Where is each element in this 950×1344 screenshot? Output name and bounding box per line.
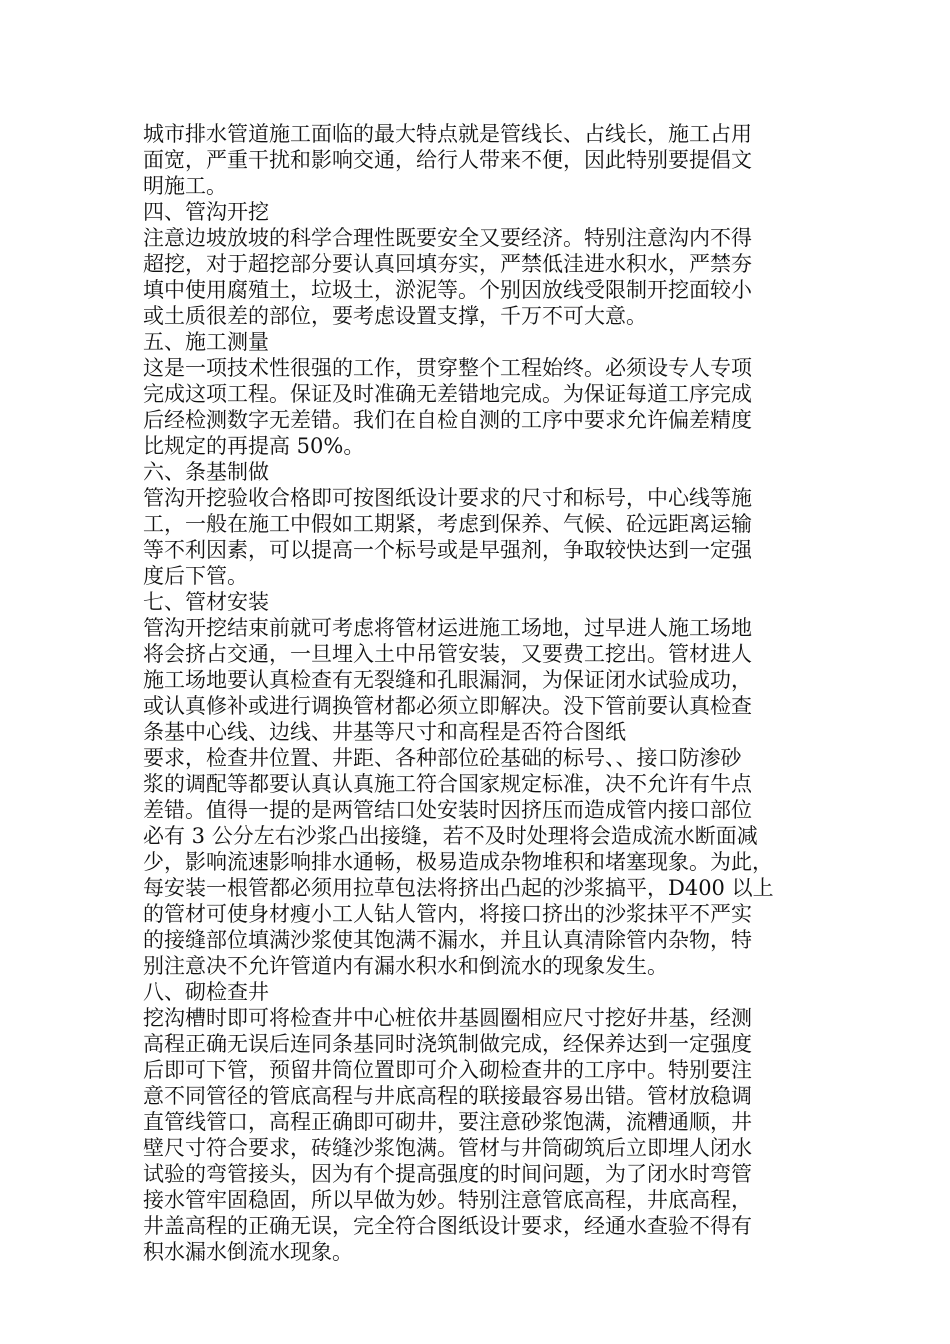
text-line: 超挖，对于超挖部分要认真回填夯实，严禁低洼进水积水，严禁夯 bbox=[143, 252, 752, 276]
text-line: 工，一般在施工中假如工期紧，考虑到保养、气候、砼远距离运输 bbox=[143, 512, 752, 536]
document-body bbox=[143, 121, 833, 1265]
text-line: 城市排水管道施工面临的最大特点就是管线长、占线长，施工占用 bbox=[143, 122, 752, 146]
text-line: 井盖高程的正确无误，完全符合图纸设计要求，经通水查验不得有 bbox=[143, 1214, 752, 1238]
text-line: 高程正确无误后连同条基同时浇筑制做完成，经保养达到一定强度 bbox=[143, 1032, 752, 1056]
text-line: 直管线管口，高程正确即可砌井，要注意砂浆饱满，流糟通顺，井 bbox=[143, 1110, 752, 1134]
text-line: 试验的弯管接头，因为有个提高强度的时间问题，为了闭水时弯管 bbox=[143, 1162, 752, 1186]
text-line: 四、管沟开挖 bbox=[143, 200, 269, 224]
text-line: 比规定的再提高 50%。 bbox=[143, 434, 365, 458]
text-line: 六、条基制做 bbox=[143, 460, 269, 484]
text-line: 等不利因素，可以提高一个标号或是早强剂，争取较快达到一定强 bbox=[143, 538, 752, 562]
text-line: 七、管材安装 bbox=[143, 590, 269, 614]
text-line: 的管材可使身材瘦小工人钻人管内，将接口挤出的沙浆抹平不严实 bbox=[143, 902, 752, 926]
text-line: 挖沟槽时即可将检查井中心桩依井基圆圈相应尺寸挖好井基，经测 bbox=[143, 1006, 752, 1030]
text-line: 接水管牢固稳固，所以早做为妙。特别注意管底高程，井底高程， bbox=[143, 1188, 752, 1212]
text-line: 注意边坡放坡的科学合理性既要安全又要经济。特别注意沟内不得 bbox=[143, 226, 752, 250]
text-line: 必有 3 公分左右沙浆凸出接缝，若不及时处理将会造成流水断面减 bbox=[143, 824, 758, 848]
text-line: 条基中心线、边线、井基等尺寸和高程是否符合图纸 bbox=[143, 720, 626, 744]
text-line: 管沟开挖结束前就可考虑将管材运进施工场地，过早进人施工场地 bbox=[143, 616, 752, 640]
text-line: 积水漏水倒流水现象。 bbox=[143, 1240, 353, 1264]
text-line: 或土质很差的部位，要考虑设置支撑，千万不可大意。 bbox=[143, 304, 647, 328]
text-line: 后经检测数字无差错。我们在自检自测的工序中要求允许偏差精度 bbox=[143, 408, 752, 432]
text-line: 或认真修补或进行调换管材都必须立即解决。没下管前要认真检查 bbox=[143, 694, 752, 718]
text-line: 度后下管。 bbox=[143, 564, 248, 588]
text-line: 浆的调配等都要认真认真施工符合国家规定标准，决不允许有牛点 bbox=[143, 772, 752, 796]
text-line: 完成这项工程。保证及时准确无差错地完成。为保证每道工序完成 bbox=[143, 382, 752, 406]
text-line: 每安装一根管都必须用拉草包法将挤出凸起的沙浆搞平，D400 以上 bbox=[143, 876, 774, 900]
text-line: 将会挤占交通，一旦埋入土中吊管安装，又要费工挖出。管材进人 bbox=[143, 642, 752, 666]
text-line: 这是一项技术性很强的工作，贯穿整个工程始终。必须设专人专项 bbox=[143, 356, 752, 380]
text-line: 八、砌检查井 bbox=[143, 980, 269, 1004]
text-line: 五、施工测量 bbox=[143, 330, 269, 354]
text-line: 别注意决不允许管道内有漏水积水和倒流水的现象发生。 bbox=[143, 954, 668, 978]
text-line: 差错。值得一提的是两管结口处安装时因挤压而造成管内接口部位 bbox=[143, 798, 752, 822]
text-line: 管沟开挖验收合格即可按图纸设计要求的尺寸和标号，中心线等施 bbox=[143, 486, 752, 510]
text-line: 明施工。 bbox=[143, 174, 227, 198]
text-line: 少，影响流速影响排水通畅，极易造成杂物堆积和堵塞现象。为此， bbox=[143, 850, 773, 874]
text-line: 填中使用腐殖土，垃圾土，淤泥等。个别因放线受限制开挖面较小 bbox=[143, 278, 752, 302]
text-line: 意不同管径的管底高程与井底高程的联接最容易出错。管材放稳调 bbox=[143, 1084, 752, 1108]
text-line: 面宽，严重干扰和影响交通，给行人带来不便，因此特别要提倡文 bbox=[143, 148, 752, 172]
text-line: 施工场地要认真检查有无裂缝和孔眼漏洞，为保证闭水试验成功， bbox=[143, 668, 752, 692]
text-line: 后即可下管，预留井筒位置即可介入砌检查井的工序中。特别要注 bbox=[143, 1058, 752, 1082]
text-line: 要求，检查井位置、井距、各种部位砼基础的标号、、接口防渗砂 bbox=[143, 746, 742, 770]
text-line: 壁尺寸符合要求，砖缝沙浆饱满。管材与井筒砌筑后立即埋人闭水 bbox=[143, 1136, 752, 1160]
text-line: 的接缝部位填满沙浆使其饱满不漏水，并且认真清除管内杂物，特 bbox=[143, 928, 752, 952]
